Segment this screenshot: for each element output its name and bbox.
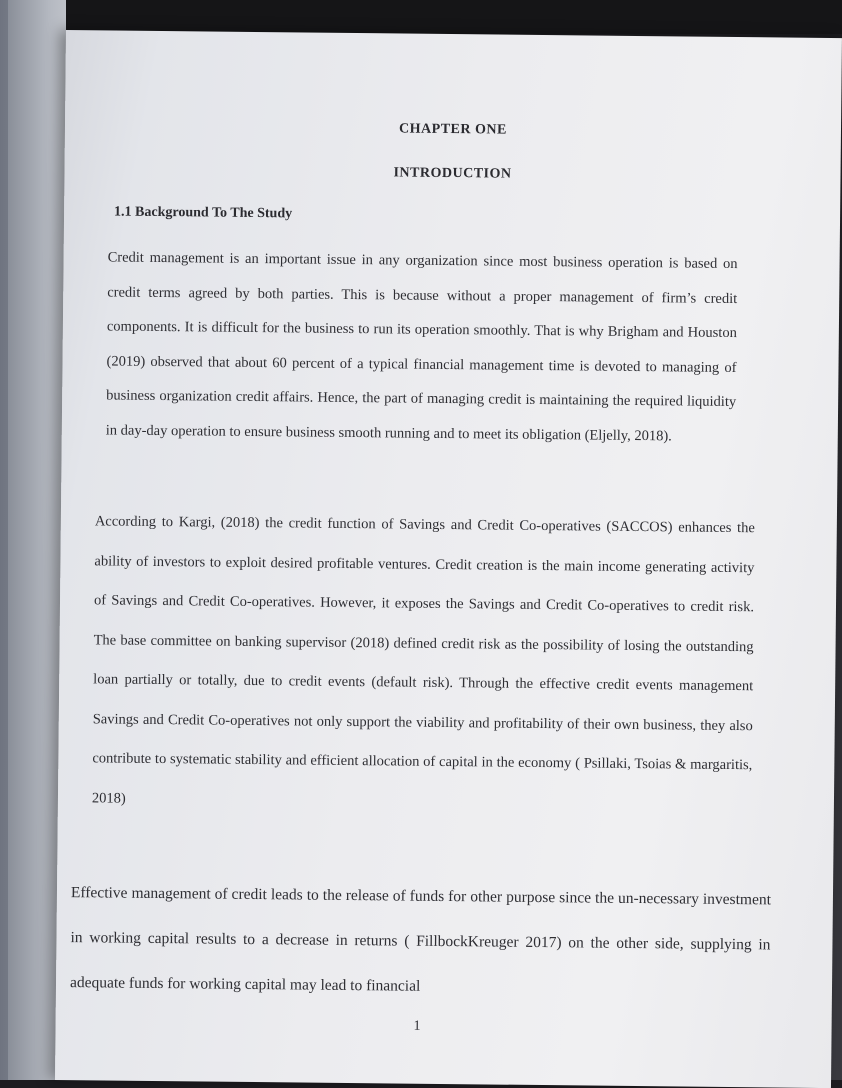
paragraph-1: Credit management is an important issue in any organization since most business operation is based on credit terms agreed by both parties. This is because without a proper management of firm’s credit components. It is difficult for the business to run its operation smoothly. That is why Brigham and Houston (2019) observed that about 60 percent of a typical financial management time is devoted to managing of business organization credit affairs. Hence, the part of managing credit is maintaining the required liquidity in day-day operation to ensure business smooth running and to meet its obligation (Eljelly, 2018). <box>105 249 738 444</box>
paragraph-3: Effective management of credit leads to the release of funds for other purpose since the un-necessary investment in working capital results to a decrease in returns ( FillbockKreuger 2017) on the other side, supplying in adequate funds for working capital may lead to financial <box>69 884 772 995</box>
section-title: 1.1 Background To The Study <box>114 204 293 222</box>
page-number: 1 <box>413 1018 421 1034</box>
chapter-heading: CHAPTER ONE <box>398 121 507 138</box>
top-shadow <box>66 0 842 34</box>
paragraph-2: According to Kargi, (2018) the credit function of Savings and Credit Co-operatives (SACCOS) enhances the ability of investors to exploit desired profitable ventures. Credit creation is the main income generating activity of Savings and Credit Co-operatives. However, it exposes the Savings and Credit Co-operatives to credit risk. The base committee on banking supervisor (2018) defined credit risk as the possibility of losing the outstanding loan partially or totally, due to credit events (default risk). Through the effective credit events management Savings and Credit Co-operatives not only support the viability and profitability of their own business, they also contribute to systematic stability and efficient allocation of capital in the economy ( Psillaki, Tsoias & margaritis, 2018) <box>91 513 755 807</box>
document-page <box>55 30 842 1088</box>
chapter-title: INTRODUCTION <box>393 165 512 182</box>
page-content <box>55 30 842 1088</box>
